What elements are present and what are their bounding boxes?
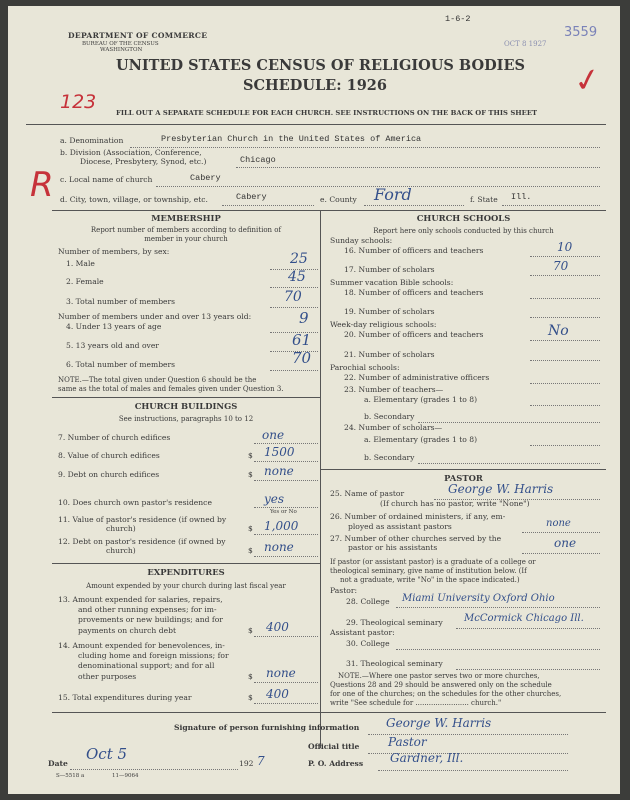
q27-line	[522, 553, 600, 554]
q13-label-2: and other running expenses; for im-	[78, 605, 217, 614]
q16-label: 16. Number of officers and teachers	[344, 246, 484, 255]
q20-line	[530, 340, 600, 341]
q11-line	[254, 534, 318, 535]
q13-line	[254, 636, 318, 637]
sunday-schools-label: Sunday schools:	[330, 236, 393, 245]
q17-value: 70	[553, 259, 569, 273]
q12-line	[254, 556, 318, 557]
q21-label: 21. Number of scholars	[344, 350, 435, 359]
official-title-label: Official title	[308, 742, 360, 751]
summer-schools-label: Summer vacation Bible schools:	[330, 278, 454, 287]
q12-label-1: 12. Debt on pastor's residence (if owned by	[58, 537, 226, 546]
q19-line	[530, 317, 600, 318]
city-line	[222, 205, 314, 206]
form-title: UNITED STATES CENSUS OF RELIGIOUS BODIES	[116, 57, 525, 74]
q13-value: 400	[266, 620, 289, 634]
q7-label: 7. Number of church edifices	[58, 433, 171, 442]
weekday-schools-label: Week-day religious schools:	[330, 320, 437, 329]
form-instruction: FILL OUT A SEPARATE SCHEDULE FOR EACH CHURCH. SEE INSTRUCTIONS ON THE BACK OF THIS SHEET	[116, 109, 538, 117]
age-group-label: Number of members under and over 13 years old:	[58, 312, 252, 321]
q23a-label: a. Elementary (grades 1 to 8)	[364, 395, 478, 404]
pastor-sublabel: Pastor:	[330, 586, 358, 595]
q9-dollar: $	[248, 470, 253, 479]
year-prefix: 192	[239, 759, 254, 768]
buildings-title: CHURCH BUILDINGS	[134, 401, 238, 411]
q16-line	[530, 256, 600, 257]
q10-value: yes	[264, 492, 285, 506]
division-label-1: b. Division (Association, Conference,	[60, 148, 202, 157]
q5-label: 5. 13 years old and over	[66, 341, 159, 350]
bureau-heading: BUREAU OF THE CENSUS	[82, 41, 159, 47]
q26-label-2: ployed as assistant pastors	[348, 522, 452, 531]
q23a-line	[530, 405, 600, 406]
pastor-title: PASTOR	[444, 473, 483, 483]
pastor-note-4: write "See schedule for ........................ church."	[330, 699, 502, 707]
q8-line	[254, 461, 318, 462]
city-heading: WASHINGTON	[100, 47, 143, 53]
denomination-label: a. Denomination	[60, 136, 124, 145]
census-schedule-form	[8, 6, 620, 794]
q14-line	[254, 682, 318, 683]
q13-label-1: 13. Amount expended for salaries, repairs,	[58, 595, 223, 604]
q15-dollar: $	[248, 693, 253, 702]
q8-value: 1500	[264, 445, 295, 459]
division-line	[236, 167, 600, 168]
q29-label: 29. Theological seminary	[346, 618, 443, 627]
form-number: S—5518 a	[56, 773, 85, 779]
schools-title: CHURCH SCHOOLS	[416, 213, 511, 223]
graduate-note-2: theological seminary, give name of institution below. (If	[330, 567, 527, 575]
membership-note-2: same as the total of males and females given under Question 3.	[58, 385, 284, 393]
q14-value: none	[266, 666, 296, 680]
q5-value: 61	[292, 331, 312, 349]
buildings-divider	[52, 563, 320, 564]
q24b-label: b. Secondary	[364, 453, 415, 462]
q26-value: none	[546, 518, 571, 529]
q28-value: Miami University Oxford Ohio	[402, 593, 555, 604]
q10-label: 10. Does church own pastor's residence	[58, 498, 212, 507]
q12-value: none	[264, 540, 294, 554]
q30-line	[396, 649, 600, 650]
pastor-note-2: Questions 28 and 29 should be answered only on the schedule	[330, 681, 552, 689]
q17-line	[530, 275, 600, 276]
serial-stamp: 3559	[564, 25, 598, 40]
schools-divider	[321, 469, 606, 470]
q14-dollar: $	[248, 672, 253, 681]
q24a-line	[530, 445, 600, 446]
q27-value: one	[554, 536, 577, 550]
form-code: 1-6-2	[445, 14, 471, 24]
assistant-pastor-sublabel: Assistant pastor:	[330, 628, 395, 637]
q18-line	[530, 298, 600, 299]
graduate-note-1: If pastor (or assistant pastor) is a graduate of a college or	[330, 558, 536, 566]
membership-note-1: NOTE.—The total given under Question 6 should be the	[58, 376, 257, 384]
q2-value: 45	[288, 269, 306, 285]
q11-label-1: 11. Value of pastor's residence (if owned by	[58, 515, 227, 524]
expenditures-sub: Amount expended by your church during last fiscal year	[86, 582, 286, 590]
footer-divider	[52, 712, 606, 713]
schools-sub: Report here only schools conducted by this church	[373, 227, 554, 235]
local-name-value: Cabery	[190, 173, 221, 183]
q8-label: 8. Value of church edifices	[58, 451, 160, 460]
q7-line	[254, 443, 318, 444]
q18-label: 18. Number of officers and teachers	[344, 288, 484, 297]
city-label: d. City, town, village, or township, etc.	[60, 195, 208, 204]
q1-label: 1. Male	[66, 259, 95, 268]
red-r-mark: R	[30, 165, 54, 205]
buildings-sub: See instructions, paragraphs 10 to 12	[118, 415, 254, 423]
identity-divider	[52, 210, 606, 211]
q27-label-2: pastor or his assistants	[348, 543, 438, 552]
q11-label-2: church)	[106, 524, 136, 533]
q19-label: 19. Number of scholars	[344, 307, 435, 316]
q12-dollar: $	[248, 546, 253, 555]
pastor-note-3: for one of the churches; on the schedules for the other churches,	[330, 690, 562, 698]
q2-label: 2. Female	[66, 277, 104, 286]
q7-value: one	[262, 428, 285, 442]
membership-divider	[52, 397, 320, 398]
membership-sub-2: member in your church	[144, 235, 228, 243]
q10-line	[254, 507, 318, 508]
q29-value: McCormick Chicago Ill.	[464, 613, 584, 624]
q28-line	[396, 607, 600, 608]
q20-label: 20. Number of officers and teachers	[344, 330, 484, 339]
date-stamp: OCT 8 1927	[504, 40, 547, 48]
q31-label: 31. Theological seminary	[346, 659, 443, 668]
q14-label-1: 14. Amount expended for benevolences, in-	[58, 641, 225, 650]
membership-title: MEMBERSHIP	[151, 213, 221, 223]
q25-note: (If church has no pastor, write "None")	[380, 499, 530, 508]
q11-value: 1,000	[264, 519, 299, 533]
q17-label: 17. Number of scholars	[344, 265, 435, 274]
q14-label-4: other purposes	[78, 672, 137, 681]
q23-label: 23. Number of teachers—	[344, 385, 444, 394]
division-label-2: Diocese, Presbytery, Synod, etc.)	[80, 157, 207, 166]
graduate-note-3: not a graduate, write "No" in the space indicated.)	[340, 576, 520, 584]
signature-value: George W. Harris	[386, 716, 492, 730]
form-subtitle: SCHEDULE: 1926	[243, 77, 387, 94]
official-title-value: Pastor	[388, 735, 427, 749]
q4-value: 9	[299, 309, 309, 327]
q6-label: 6. Total number of members	[66, 360, 176, 369]
membership-sub-1: Report number of members according to definition of	[90, 226, 282, 234]
q13-label-4: payments on church debt	[78, 626, 176, 635]
state-label: f. State	[470, 195, 498, 204]
q3-label: 3. Total number of members	[66, 297, 176, 306]
q10-yes-no-hint: Yes or No	[270, 509, 297, 515]
q15-label: 15. Total expenditures during year	[58, 693, 192, 702]
local-name-label: c. Local name of church	[60, 175, 153, 184]
date-label: Date	[48, 759, 68, 768]
date-value: Oct 5	[86, 745, 128, 763]
members-by-sex-label: Number of members, by sex:	[58, 247, 170, 256]
q3-value: 70	[284, 289, 302, 305]
q8-dollar: $	[248, 451, 253, 460]
pastor-note-1: NOTE.—Where one pastor serves two or more churches,	[338, 672, 540, 680]
q22-line	[530, 383, 600, 384]
red-check-mark: ✓	[570, 58, 604, 102]
denomination-value: Presbyterian Church in the United States of America	[161, 134, 422, 144]
po-address-label: P. O. Address	[308, 759, 364, 768]
q6-line	[270, 370, 318, 371]
q31-line	[456, 669, 600, 670]
q29-line	[456, 628, 600, 629]
state-line	[502, 205, 600, 206]
county-label: e. County	[320, 195, 357, 204]
q9-line	[254, 480, 318, 481]
q13-label-3: provements or new buildings; and for	[78, 615, 223, 624]
expenditures-title: EXPENDITURES	[147, 567, 225, 577]
po-address-value: Gardner, Ill.	[390, 751, 464, 765]
q16-value: 10	[557, 240, 573, 254]
q6-value: 70	[292, 349, 312, 367]
q9-value: none	[264, 464, 294, 478]
red-handwritten-number: 123	[60, 91, 97, 113]
header-divider	[26, 124, 606, 125]
q14-label-3: denominational support; and for all	[78, 661, 215, 670]
po-address-line	[378, 770, 568, 771]
department-heading: DEPARTMENT OF COMMERCE	[68, 31, 208, 40]
q22-label: 22. Number of administrative officers	[344, 373, 490, 382]
q24b-line	[418, 463, 600, 464]
q24a-label: a. Elementary (grades 1 to 8)	[364, 435, 478, 444]
date-line	[70, 769, 238, 770]
state-value: Ill.	[511, 192, 532, 202]
q24-label: 24. Number of scholars—	[344, 423, 443, 432]
division-value: Chicago	[240, 155, 276, 165]
year-value: 7	[257, 754, 265, 768]
q26-line	[522, 532, 600, 533]
city-value: Cabery	[236, 192, 267, 202]
q3-line	[270, 307, 318, 308]
county-value: Ford	[374, 185, 412, 204]
print-number: 11—9064	[112, 773, 139, 779]
q13-dollar: $	[248, 626, 253, 635]
q23b-label: b. Secondary	[364, 412, 415, 421]
q30-label: 30. College	[346, 639, 390, 648]
q12-label-2: church)	[106, 546, 136, 555]
signature-label: Signature of person furnishing information	[174, 723, 360, 732]
parochial-schools-label: Parochial schools:	[330, 363, 400, 372]
q15-value: 400	[266, 687, 289, 701]
q1-value: 25	[290, 251, 308, 267]
q20-value: No	[548, 323, 569, 339]
q25-label: 25. Name of pastor	[330, 489, 405, 498]
q15-line	[254, 703, 318, 704]
q25-value: George W. Harris	[448, 482, 554, 496]
q21-line	[530, 360, 600, 361]
q26-label-1: 26. Number of ordained ministers, if any, em-	[330, 512, 506, 521]
q14-label-2: cluding home and foreign missions; for	[78, 651, 229, 660]
q2-line	[270, 287, 318, 288]
q11-dollar: $	[248, 524, 253, 533]
county-line	[364, 205, 464, 206]
q9-label: 9. Debt on church edifices	[58, 470, 160, 479]
q4-label: 4. Under 13 years of age	[66, 322, 162, 331]
q23b-line	[418, 422, 600, 423]
q27-label-1: 27. Number of other churches served by the	[330, 534, 502, 543]
q28-label: 28. College	[346, 597, 390, 606]
